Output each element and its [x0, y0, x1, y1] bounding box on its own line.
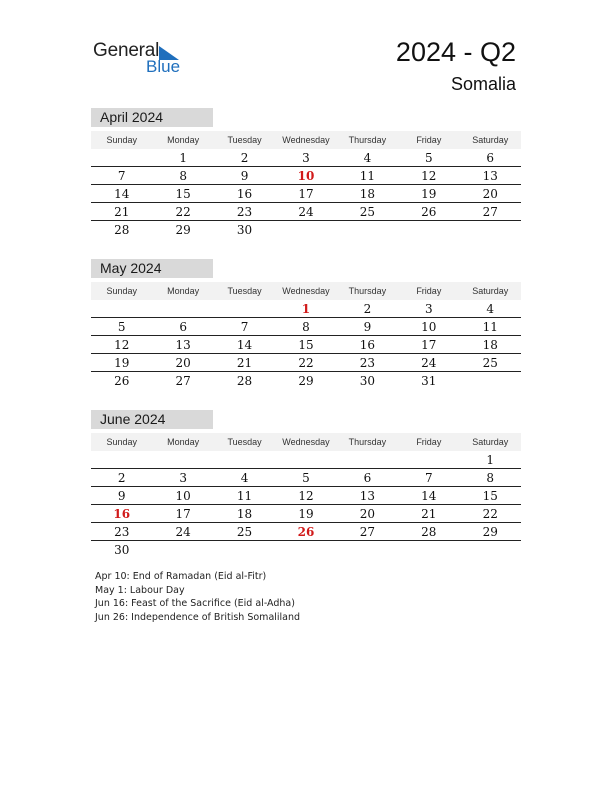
month-june: [91, 410, 521, 558]
date-cell: 17: [175, 507, 191, 521]
date-cell: 22: [298, 356, 314, 370]
weekday-label: Monday: [167, 437, 200, 447]
week-row: [91, 470, 521, 487]
week-row: [91, 488, 521, 505]
date-cell: [460, 222, 521, 238]
date-cell: 12: [114, 338, 130, 352]
date-cell: 10: [421, 320, 437, 334]
date-cell: 14: [236, 338, 253, 352]
holiday-date-cell: 10: [297, 169, 315, 183]
month-may: [91, 259, 521, 389]
weekday-label: Friday: [416, 437, 442, 447]
date-cell: 3: [302, 151, 310, 165]
date-cell: 6: [179, 320, 187, 334]
date-cell: 5: [117, 320, 126, 334]
week-row: [91, 222, 521, 238]
week-row: [91, 301, 521, 318]
holiday-note: May 1: Labour Day: [95, 584, 185, 596]
date-cell: 8: [486, 471, 495, 485]
week-row: [91, 204, 521, 221]
weekday-label: Thursday: [348, 437, 387, 447]
week-row: [91, 319, 521, 336]
date-cell: 18: [359, 187, 376, 201]
date-cell: 22: [175, 205, 191, 219]
date-cell: 5: [302, 471, 310, 485]
weekday-label: Wednesday: [282, 286, 330, 296]
date-cell: 12: [421, 169, 437, 183]
date-cell: 19: [114, 356, 130, 370]
weekday-label: Thursday: [348, 135, 387, 145]
date-cell: [398, 452, 459, 468]
date-cell: 30: [236, 223, 253, 237]
date-cell: 20: [482, 187, 498, 201]
date-cell: 15: [482, 489, 498, 503]
date-cell: 23: [114, 525, 130, 539]
date-cell: 25: [359, 205, 376, 219]
date-cell: [398, 542, 459, 558]
date-cell: 11: [236, 489, 253, 503]
date-cell: [337, 222, 398, 238]
weekday-label: Thursday: [348, 286, 387, 296]
date-cell: 7: [240, 320, 249, 334]
date-cell: 9: [363, 320, 372, 334]
country-name: Somalia: [450, 74, 516, 94]
date-cell: 2: [117, 471, 126, 485]
date-cell: 9: [117, 489, 126, 503]
date-cell: 19: [421, 187, 437, 201]
date-cell: 6: [486, 151, 495, 165]
date-cell: 17: [421, 338, 437, 352]
date-cell: 21: [114, 205, 130, 219]
date-cell: 29: [482, 525, 498, 539]
date-cell: 1: [179, 151, 187, 165]
week-row: [91, 452, 521, 469]
weekday-label: Saturday: [472, 286, 509, 296]
logo-general-text: General: [93, 40, 160, 61]
date-cell: 19: [298, 507, 314, 521]
date-cell: [275, 542, 336, 558]
month-april: [91, 108, 521, 238]
date-cell: 18: [482, 338, 498, 352]
date-cell: [152, 301, 213, 317]
weekday-label: Saturday: [472, 135, 509, 145]
date-cell: [275, 452, 336, 468]
date-cell: 5: [425, 151, 433, 165]
weekday-label: Friday: [416, 135, 442, 145]
date-cell: 4: [486, 302, 495, 316]
date-cell: 26: [114, 374, 130, 388]
week-row: [91, 524, 521, 541]
weekday-label: Wednesday: [282, 437, 330, 447]
date-cell: 15: [175, 187, 191, 201]
holiday-date-cell: 1: [301, 302, 311, 316]
date-cell: 10: [175, 489, 191, 503]
weekday-label: Friday: [416, 286, 442, 296]
date-cell: 2: [240, 151, 249, 165]
weekday-header-row: [91, 433, 521, 451]
date-cell: 24: [298, 205, 314, 219]
logo-blue-text: Blue: [146, 57, 181, 76]
date-cell: 24: [421, 356, 437, 370]
weekday-label: Tuesday: [227, 135, 262, 145]
date-cell: 28: [114, 223, 130, 237]
date-cell: 27: [482, 205, 498, 219]
date-cell: 24: [175, 525, 191, 539]
date-cell: 1: [486, 453, 495, 467]
month-title: April 2024: [91, 108, 213, 127]
date-cell: [398, 222, 459, 238]
weekday-label: Sunday: [106, 437, 137, 447]
date-cell: [152, 542, 213, 558]
date-cell: [214, 301, 275, 317]
date-cell: 13: [359, 489, 376, 503]
date-cell: [214, 542, 275, 558]
date-cell: 13: [175, 338, 191, 352]
date-cell: 8: [179, 169, 187, 183]
weekday-label: Tuesday: [227, 437, 262, 447]
date-cell: 15: [298, 338, 314, 352]
weekday-header-row: [91, 131, 521, 149]
holiday-date-cell: 16: [113, 507, 131, 521]
week-row: [91, 373, 521, 389]
date-cell: 22: [482, 507, 498, 521]
date-cell: 12: [298, 489, 314, 503]
holiday-note: Jun 26: Independence of British Somaliland: [95, 611, 301, 623]
page-title: 2024 - Q2: [395, 37, 516, 67]
date-cell: 8: [302, 320, 310, 334]
date-cell: [152, 452, 213, 468]
date-cell: [460, 373, 521, 389]
date-cell: 29: [175, 223, 191, 237]
date-cell: 11: [482, 320, 498, 334]
date-cell: 14: [421, 489, 437, 503]
weekday-label: Monday: [167, 135, 200, 145]
date-cell: [91, 150, 152, 166]
month-title: June 2024: [91, 410, 213, 429]
date-cell: 26: [421, 205, 437, 219]
date-cell: 14: [114, 187, 130, 201]
weekday-header-row: [91, 282, 521, 300]
date-cell: [337, 452, 398, 468]
date-cell: 23: [359, 356, 376, 370]
date-cell: 21: [421, 507, 437, 521]
date-cell: 28: [236, 374, 253, 388]
date-cell: 17: [298, 187, 314, 201]
date-cell: 20: [359, 507, 376, 521]
holiday-notes: [95, 570, 300, 624]
date-cell: 16: [359, 338, 376, 352]
date-cell: [91, 452, 152, 468]
date-cell: [91, 301, 152, 317]
week-row: [91, 506, 521, 523]
date-cell: [214, 452, 275, 468]
week-row: [91, 150, 521, 167]
date-cell: 3: [179, 471, 187, 485]
date-cell: 7: [117, 169, 126, 183]
date-cell: 9: [240, 169, 249, 183]
date-cell: 13: [482, 169, 498, 183]
date-cell: 20: [175, 356, 191, 370]
weekday-label: Sunday: [106, 286, 137, 296]
date-cell: 29: [298, 374, 314, 388]
week-row: [91, 337, 521, 354]
date-cell: 2: [363, 302, 372, 316]
week-row: [91, 186, 521, 203]
date-cell: [275, 222, 336, 238]
holiday-note: Jun 16: Feast of the Sacrifice (Eid al-Adha): [95, 598, 295, 609]
date-cell: 25: [236, 525, 253, 539]
date-cell: 27: [175, 374, 191, 388]
weekday-label: Sunday: [106, 135, 137, 145]
date-cell: 27: [359, 525, 376, 539]
date-cell: 21: [236, 356, 253, 370]
holiday-note: Apr 10: End of Ramadan (Eid al-Fitr): [95, 571, 267, 582]
week-row: [91, 542, 521, 558]
weekday-label: Saturday: [472, 437, 509, 447]
date-cell: 31: [421, 374, 437, 388]
date-cell: 23: [236, 205, 253, 219]
week-row: [91, 355, 521, 372]
generalblue-logo: [93, 40, 193, 80]
week-row: [91, 168, 521, 185]
date-cell: [337, 542, 398, 558]
date-cell: 4: [363, 151, 372, 165]
date-cell: 30: [359, 374, 376, 388]
date-cell: 28: [421, 525, 437, 539]
date-cell: 4: [240, 471, 249, 485]
date-cell: 16: [236, 187, 253, 201]
month-title: May 2024: [91, 259, 213, 278]
date-cell: 30: [114, 543, 130, 557]
date-cell: 25: [482, 356, 498, 370]
date-cell: 18: [236, 507, 253, 521]
weekday-label: Wednesday: [282, 135, 330, 145]
date-cell: 7: [425, 471, 433, 485]
date-cell: 3: [425, 302, 433, 316]
date-cell: 6: [363, 471, 372, 485]
holiday-date-cell: 26: [297, 525, 315, 539]
date-cell: 11: [359, 169, 376, 183]
weekday-label: Monday: [167, 286, 200, 296]
weekday-label: Tuesday: [227, 286, 262, 296]
date-cell: [460, 542, 521, 558]
